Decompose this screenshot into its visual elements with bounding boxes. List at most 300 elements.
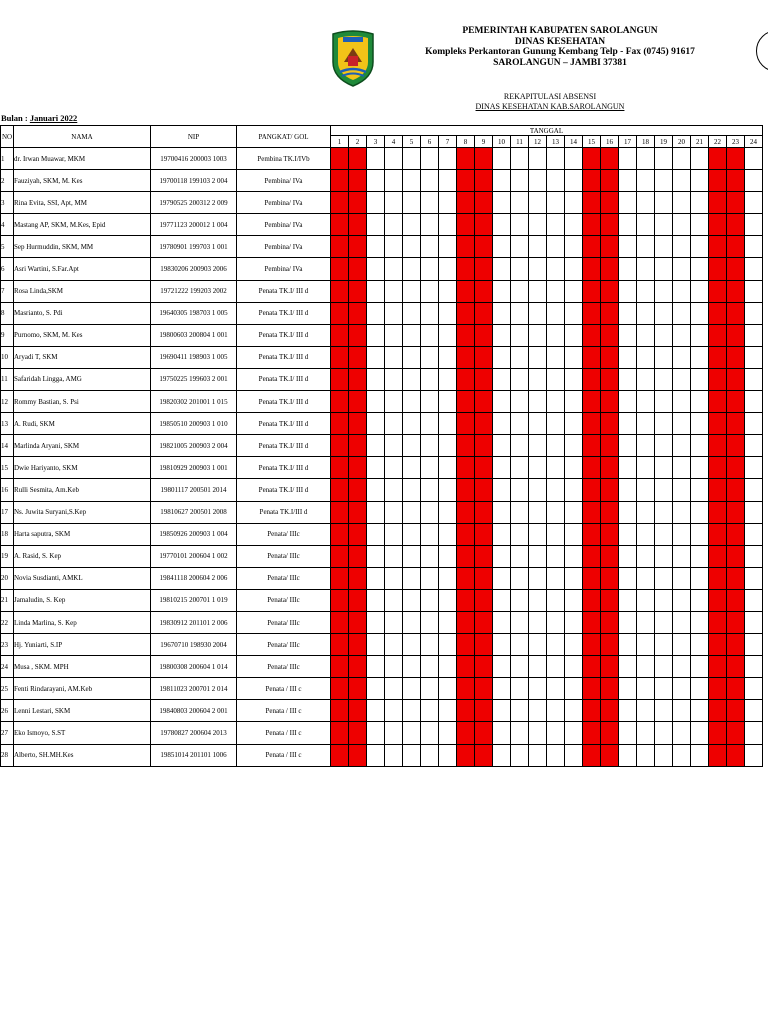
day-cell (673, 589, 691, 611)
day-cell (691, 236, 709, 258)
weekend-day-cell (601, 214, 619, 236)
day-cell (637, 457, 655, 479)
row-nip: 19830912 201101 2 006 (151, 611, 237, 633)
weekend-day-cell (727, 457, 745, 479)
row-nama: Linda Marlina, S. Kep (14, 611, 151, 633)
row-no: 10 (1, 346, 14, 368)
weekend-day-cell (583, 656, 601, 678)
day-cell (529, 391, 547, 413)
row-no: 14 (1, 435, 14, 457)
day-cell (547, 656, 565, 678)
weekend-day-cell (457, 611, 475, 633)
weekend-day-cell (709, 435, 727, 457)
row-no: 25 (1, 678, 14, 700)
row-nip: 19800603 200804 1 001 (151, 324, 237, 346)
day-cell (691, 148, 709, 170)
day-cell (565, 589, 583, 611)
day-cell (403, 523, 421, 545)
weekend-day-cell (475, 214, 493, 236)
weekend-day-cell (583, 589, 601, 611)
day-cell (511, 346, 529, 368)
day-cell (529, 170, 547, 192)
weekend-day-cell (475, 634, 493, 656)
day-cell (421, 391, 439, 413)
day-cell (745, 700, 763, 722)
day-cell (385, 611, 403, 633)
weekend-day-cell (475, 435, 493, 457)
row-gol: Pembina/ IVa (237, 258, 331, 280)
day-cell (529, 258, 547, 280)
weekend-day-cell (331, 214, 349, 236)
weekend-day-cell (709, 170, 727, 192)
weekend-day-cell (331, 589, 349, 611)
weekend-day-cell (475, 545, 493, 567)
weekend-day-cell (349, 722, 367, 744)
table-row (1, 258, 763, 280)
table-row (1, 634, 763, 656)
row-nama: Jamaludin, S. Kep (14, 589, 151, 611)
day-cell (619, 258, 637, 280)
weekend-day-cell (727, 192, 745, 214)
day-cell (385, 523, 403, 545)
day-cell (439, 611, 457, 633)
day-cell (367, 457, 385, 479)
day-cell (691, 457, 709, 479)
period (1, 113, 77, 123)
weekend-day-cell (475, 236, 493, 258)
row-nama: Masrianto, S. Pdi (14, 302, 151, 324)
day-cell (439, 545, 457, 567)
weekend-day-cell (349, 678, 367, 700)
day-cell (421, 722, 439, 744)
day-cell (367, 523, 385, 545)
day-cell (421, 479, 439, 501)
day-cell (529, 457, 547, 479)
row-nama: Marlinda Aryani, SKM (14, 435, 151, 457)
day-header: 4 (385, 136, 403, 148)
day-header: 1 (331, 136, 349, 148)
table-row (1, 611, 763, 633)
day-cell (493, 457, 511, 479)
col-header-nama: NAMA (14, 126, 151, 148)
weekend-day-cell (601, 302, 619, 324)
weekend-day-cell (583, 413, 601, 435)
day-cell (547, 258, 565, 280)
day-cell (529, 567, 547, 589)
row-no: 16 (1, 479, 14, 501)
day-cell (655, 368, 673, 390)
day-cell (637, 634, 655, 656)
day-cell (511, 479, 529, 501)
weekend-day-cell (583, 258, 601, 280)
day-cell (619, 634, 637, 656)
day-cell (511, 148, 529, 170)
day-cell (421, 634, 439, 656)
day-cell (745, 236, 763, 258)
period-label: Bulan : (1, 113, 28, 123)
day-cell (547, 567, 565, 589)
day-cell (511, 501, 529, 523)
weekend-day-cell (457, 346, 475, 368)
row-nama: Rosa Linda,SKM (14, 280, 151, 302)
weekend-day-cell (331, 656, 349, 678)
weekend-day-cell (709, 236, 727, 258)
day-header: 16 (601, 136, 619, 148)
row-no: 5 (1, 236, 14, 258)
day-cell (403, 368, 421, 390)
table-row (1, 479, 763, 501)
weekend-day-cell (475, 258, 493, 280)
row-nama: Safaridah Lingga, AMG (14, 368, 151, 390)
day-cell (403, 435, 421, 457)
day-cell (655, 148, 673, 170)
table-row (1, 192, 763, 214)
row-nip: 19640305 198703 1 005 (151, 302, 237, 324)
day-cell (745, 678, 763, 700)
day-cell (745, 214, 763, 236)
day-cell (745, 634, 763, 656)
day-cell (619, 280, 637, 302)
day-cell (637, 324, 655, 346)
day-header: 12 (529, 136, 547, 148)
day-cell (439, 589, 457, 611)
day-cell (637, 589, 655, 611)
row-no: 27 (1, 722, 14, 744)
weekend-day-cell (601, 236, 619, 258)
day-cell (673, 700, 691, 722)
day-cell (619, 656, 637, 678)
day-cell (367, 678, 385, 700)
day-cell (673, 744, 691, 766)
day-cell (529, 678, 547, 700)
day-cell (367, 611, 385, 633)
day-cell (547, 280, 565, 302)
weekend-day-cell (457, 258, 475, 280)
day-cell (619, 413, 637, 435)
day-cell (619, 368, 637, 390)
row-nama: Alberto, SH.MH.Kes (14, 744, 151, 766)
day-cell (565, 479, 583, 501)
day-cell (673, 391, 691, 413)
day-cell (673, 501, 691, 523)
day-cell (619, 589, 637, 611)
row-nama: Mastang AP, SKM, M.Kes, Epid (14, 214, 151, 236)
row-nama: Rina Evita, SSI, Apt, MM (14, 192, 151, 214)
day-cell (691, 192, 709, 214)
day-cell (529, 611, 547, 633)
day-cell (745, 567, 763, 589)
table-row (1, 501, 763, 523)
weekend-day-cell (457, 391, 475, 413)
day-cell (637, 148, 655, 170)
day-cell (673, 656, 691, 678)
row-nip: 19810215 200701 1 019 (151, 589, 237, 611)
day-cell (655, 611, 673, 633)
weekend-day-cell (331, 611, 349, 633)
day-cell (619, 744, 637, 766)
day-cell (367, 214, 385, 236)
day-cell (511, 523, 529, 545)
day-cell (367, 545, 385, 567)
weekend-day-cell (583, 523, 601, 545)
day-cell (619, 567, 637, 589)
weekend-day-cell (475, 302, 493, 324)
day-cell (511, 457, 529, 479)
weekend-day-cell (583, 700, 601, 722)
regency-emblem-icon (330, 28, 376, 88)
day-cell (511, 302, 529, 324)
day-header: 22 (709, 136, 727, 148)
day-cell (673, 280, 691, 302)
weekend-day-cell (583, 457, 601, 479)
day-header: 21 (691, 136, 709, 148)
weekend-day-cell (583, 611, 601, 633)
day-cell (565, 722, 583, 744)
weekend-day-cell (709, 280, 727, 302)
day-cell (547, 523, 565, 545)
day-cell (655, 479, 673, 501)
day-cell (673, 148, 691, 170)
weekend-day-cell (583, 567, 601, 589)
day-cell (511, 656, 529, 678)
day-cell (565, 700, 583, 722)
row-nama: Musa , SKM. MPH (14, 656, 151, 678)
row-nip: 19780901 199703 1 001 (151, 236, 237, 258)
weekend-day-cell (475, 501, 493, 523)
letterhead-line-1: PEMERINTAH KABUPATEN SAROLANGUN (462, 26, 658, 36)
day-cell (745, 413, 763, 435)
weekend-day-cell (601, 678, 619, 700)
row-nip: 19820302 201001 1 015 (151, 391, 237, 413)
weekend-day-cell (457, 567, 475, 589)
day-cell (439, 567, 457, 589)
day-cell (367, 236, 385, 258)
weekend-day-cell (475, 368, 493, 390)
weekend-day-cell (331, 545, 349, 567)
day-cell (511, 368, 529, 390)
day-cell (421, 744, 439, 766)
row-gol: Penata / III c (237, 744, 331, 766)
weekend-day-cell (349, 700, 367, 722)
day-cell (403, 501, 421, 523)
day-cell (439, 435, 457, 457)
row-nama: Aryadi T, SKM (14, 346, 151, 368)
row-gol: Penata/ IIIc (237, 523, 331, 545)
weekend-day-cell (601, 501, 619, 523)
day-cell (493, 545, 511, 567)
day-cell (619, 611, 637, 633)
day-cell (385, 700, 403, 722)
day-cell (529, 545, 547, 567)
row-nama: Eko Ismoyo, S.ST (14, 722, 151, 744)
day-cell (691, 678, 709, 700)
day-cell (403, 744, 421, 766)
row-nip: 19800308 200604 1 014 (151, 656, 237, 678)
day-cell (421, 258, 439, 280)
weekend-day-cell (583, 634, 601, 656)
day-cell (565, 214, 583, 236)
day-cell (547, 700, 565, 722)
row-nama: A. Rasid, S. Kep (14, 545, 151, 567)
day-cell (367, 435, 385, 457)
day-cell (385, 280, 403, 302)
table-row (1, 545, 763, 567)
day-cell (421, 611, 439, 633)
day-cell (493, 368, 511, 390)
day-cell (637, 346, 655, 368)
day-cell (403, 479, 421, 501)
day-cell (691, 634, 709, 656)
row-nama: Asri Wartini, S.Far.Apt (14, 258, 151, 280)
day-cell (547, 391, 565, 413)
day-cell (691, 435, 709, 457)
row-nama: Novia Susdianti, AMKL (14, 567, 151, 589)
day-cell (637, 413, 655, 435)
row-nip: 19670710 198930 2004 (151, 634, 237, 656)
day-cell (691, 479, 709, 501)
weekend-day-cell (349, 567, 367, 589)
day-cell (493, 634, 511, 656)
day-cell (493, 435, 511, 457)
day-cell (637, 744, 655, 766)
row-gol: Penata/ IIIc (237, 611, 331, 633)
day-cell (367, 324, 385, 346)
day-cell (619, 523, 637, 545)
day-cell (565, 501, 583, 523)
report-title-line: REKAPITULASI ABSENSI (503, 92, 597, 101)
day-cell (439, 391, 457, 413)
day-cell (421, 589, 439, 611)
weekend-day-cell (457, 545, 475, 567)
day-cell (367, 589, 385, 611)
weekend-day-cell (583, 170, 601, 192)
day-cell (421, 192, 439, 214)
day-cell (403, 214, 421, 236)
day-cell (439, 479, 457, 501)
weekend-day-cell (601, 324, 619, 346)
day-cell (421, 656, 439, 678)
row-nip: 19841118 200604 2 006 (151, 567, 237, 589)
day-cell (493, 214, 511, 236)
weekend-day-cell (727, 567, 745, 589)
day-cell (565, 545, 583, 567)
day-cell (691, 700, 709, 722)
weekend-day-cell (727, 656, 745, 678)
day-cell (691, 611, 709, 633)
weekend-day-cell (457, 324, 475, 346)
day-cell (637, 192, 655, 214)
weekend-day-cell (601, 413, 619, 435)
day-cell (745, 744, 763, 766)
weekend-day-cell (349, 170, 367, 192)
weekend-day-cell (457, 413, 475, 435)
day-cell (529, 280, 547, 302)
day-cell (367, 744, 385, 766)
day-cell (439, 634, 457, 656)
day-cell (745, 457, 763, 479)
day-cell (655, 302, 673, 324)
day-cell (529, 236, 547, 258)
day-cell (421, 346, 439, 368)
day-cell (439, 170, 457, 192)
day-cell (385, 192, 403, 214)
weekend-day-cell (457, 148, 475, 170)
day-cell (547, 214, 565, 236)
weekend-day-cell (709, 457, 727, 479)
row-nip: 19801117 200501 2014 (151, 479, 237, 501)
day-cell (673, 611, 691, 633)
letterhead-line-2: DINAS KESEHATAN (514, 36, 606, 47)
day-cell (619, 346, 637, 368)
day-cell (547, 457, 565, 479)
day-cell (367, 391, 385, 413)
day-cell (655, 435, 673, 457)
table-row (1, 656, 763, 678)
day-cell (385, 479, 403, 501)
day-cell (511, 634, 529, 656)
day-cell (421, 324, 439, 346)
weekend-day-cell (349, 523, 367, 545)
day-cell (673, 236, 691, 258)
day-cell (619, 435, 637, 457)
day-cell (529, 302, 547, 324)
day-cell (691, 170, 709, 192)
day-cell (691, 346, 709, 368)
day-cell (439, 346, 457, 368)
weekend-day-cell (457, 501, 475, 523)
weekend-day-cell (709, 523, 727, 545)
row-no: 8 (1, 302, 14, 324)
weekend-day-cell (727, 413, 745, 435)
day-header: 18 (637, 136, 655, 148)
weekend-day-cell (709, 258, 727, 280)
day-cell (385, 391, 403, 413)
day-cell (421, 523, 439, 545)
weekend-day-cell (475, 611, 493, 633)
weekend-day-cell (331, 192, 349, 214)
day-cell (493, 523, 511, 545)
weekend-day-cell (727, 368, 745, 390)
weekend-day-cell (475, 324, 493, 346)
table-row (1, 744, 763, 766)
table-row (1, 324, 763, 346)
day-header: 6 (421, 136, 439, 148)
day-header: 2 (349, 136, 367, 148)
day-cell (655, 501, 673, 523)
weekend-day-cell (601, 700, 619, 722)
weekend-day-cell (349, 479, 367, 501)
day-header: 14 (565, 136, 583, 148)
col-header-nip: NIP (151, 126, 237, 148)
weekend-day-cell (601, 656, 619, 678)
weekend-day-cell (457, 700, 475, 722)
weekend-day-cell (709, 744, 727, 766)
weekend-day-cell (583, 324, 601, 346)
day-cell (655, 722, 673, 744)
table-row (1, 722, 763, 744)
row-no: 19 (1, 545, 14, 567)
day-cell (529, 324, 547, 346)
day-cell (439, 258, 457, 280)
day-cell (385, 744, 403, 766)
day-cell (385, 634, 403, 656)
weekend-day-cell (727, 678, 745, 700)
weekend-day-cell (583, 192, 601, 214)
weekend-day-cell (601, 435, 619, 457)
day-cell (385, 567, 403, 589)
row-no: 4 (1, 214, 14, 236)
row-gol: Pembina/ IVa (237, 214, 331, 236)
